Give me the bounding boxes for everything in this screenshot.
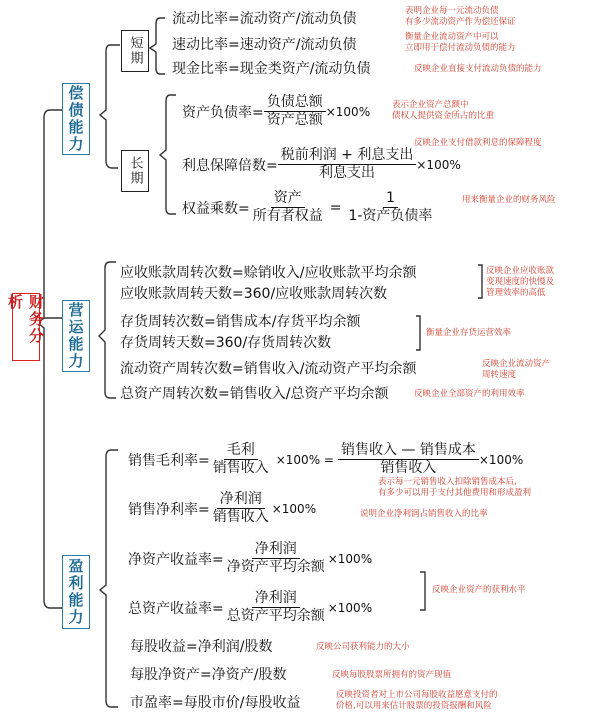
category-solvency-label: 偿债能力 (66, 85, 85, 153)
inventory-note: 衡量企业存货运营效率 (426, 328, 512, 338)
short-term-node (121, 30, 149, 72)
category-operation (62, 300, 90, 372)
return-note: 反映企业资产的获利水平 (432, 585, 526, 595)
total-asset-turnover-note: 反映企业全部资产的利用效率 (414, 389, 525, 399)
operation-brace (99, 262, 116, 398)
root-label: 财务分析 (6, 294, 45, 345)
profit-brace (100, 450, 118, 707)
net-margin-note: 说明企业净利润占销售收入的比率 (360, 509, 488, 519)
current-asset-turnover-formula: 流动资产周转次数=销售收入/流动资产平均余额 (120, 361, 417, 377)
equity-multiplier-formula: 权益乘数= $\frac{\text{资产}}{\text{所有者权益}}$ = $\frac{1}{\text{1-资产负债率}}$ (182, 190, 433, 224)
roa-formula: 总资产收益率= $\frac{\text{净利润}}{\text{总资产平均余额}}$ ×100% (128, 590, 373, 624)
bvps-note: 反映每股股票所拥有的资产现值 (332, 670, 452, 680)
category-solvency (62, 83, 90, 155)
debt-ratio-note: 表示企业资产总额中 债权人提供资金所占的比重 (392, 100, 495, 121)
interest-coverage-formula: 利息保障倍数= $\frac{\text{税前利润 + 利息支出}}{\text{利息支出}}$ ×100% (182, 147, 461, 181)
long-term-label: 长期 (127, 156, 143, 186)
ar-days-formula: 应收账款周转天数=360/应收账款周转次数 (120, 286, 388, 302)
pe-formula: 市盈率=每股市价/每股收益 (130, 695, 301, 711)
short-brace (150, 18, 165, 74)
gross-margin-formula: 销售毛利率= $\frac{\text{毛利}}{\text{销售收入}}$ ×100% = $\frac{\text{销售收入 — 销售成本}}{\text{销售收入}}$ ×100% (128, 442, 524, 476)
roe-formula: 净资产收益率= $\frac{\text{净利润}}{\text{净资产平均余额}}$ ×100% (128, 541, 373, 575)
long-brace (160, 95, 176, 214)
quick-ratio-formula: 速动比率=速动资产/流动负债 (172, 37, 357, 53)
current-ratio-formula: 流动比率=流动资产/流动负债 (172, 11, 357, 27)
eps-formula: 每股收益=净利润/股数 (130, 639, 273, 655)
category-profit-label: 盈利能力 (66, 558, 85, 626)
solvency-brace (100, 45, 120, 168)
short-term-label: 短期 (127, 36, 143, 66)
total-asset-turnover-formula: 总资产周转次数=销售收入/总资产平均余额 (120, 386, 389, 402)
long-term-node (121, 150, 149, 192)
equity-multiplier-note: 用来衡量企业的财务风险 (462, 195, 556, 205)
current-asset-turnover-note: 反映企业流动资产 周转速度 (482, 359, 551, 380)
gross-margin-note: 表示每一元销售收入扣除销售成本后, 有多少可以用于支付其他费用和形成盈利 (378, 477, 532, 498)
interest-coverage-note: 反映企业支付借款利息的保障程度 (414, 138, 542, 148)
cash-ratio-note: 反映企业直接支付流动负债的能力 (414, 64, 542, 74)
ar-note: 反映企业应收账款 变现速度的快慢及 管理效率的高低 (486, 266, 555, 298)
root-node (6, 293, 45, 361)
category-profit (62, 555, 90, 629)
current-ratio-note: 表明企业每一元流动负债 有多少流动资产作为偿还保证 (405, 6, 516, 27)
cash-ratio-formula: 现金比率=现金类资产/流动负债 (172, 61, 371, 77)
bvps-formula: 每股净资产=净资产/股数 (130, 667, 287, 683)
ar-turnover-formula: 应收账款周转次数=赊销收入/应收账款平均余额 (120, 265, 417, 281)
eps-note: 反映公司获利能力的大小 (316, 642, 410, 652)
inventory-days-formula: 存货周转天数=360/存货周转次数 (120, 335, 332, 351)
inventory-turnover-formula: 存货周转次数=销售成本/存货平均余额 (120, 314, 361, 330)
net-margin-formula: 销售净利率= $\frac{\text{净利润}}{\text{销售收入}}$ ×100% (128, 491, 317, 525)
debt-ratio-formula: 资产负债率= $\frac{\text{负债总额}}{\text{资产总额}}$ ×100% (182, 94, 371, 128)
quick-ratio-note: 衡量企业流动资产中可以 立即用于偿付流动负债的能力 (405, 32, 516, 53)
pe-note: 反映投资者对上市公司每股收益愿意支付的 价格,可以用来估计股票的投资报酬和风险 (336, 690, 498, 711)
category-operation-label: 营运能力 (66, 302, 85, 370)
